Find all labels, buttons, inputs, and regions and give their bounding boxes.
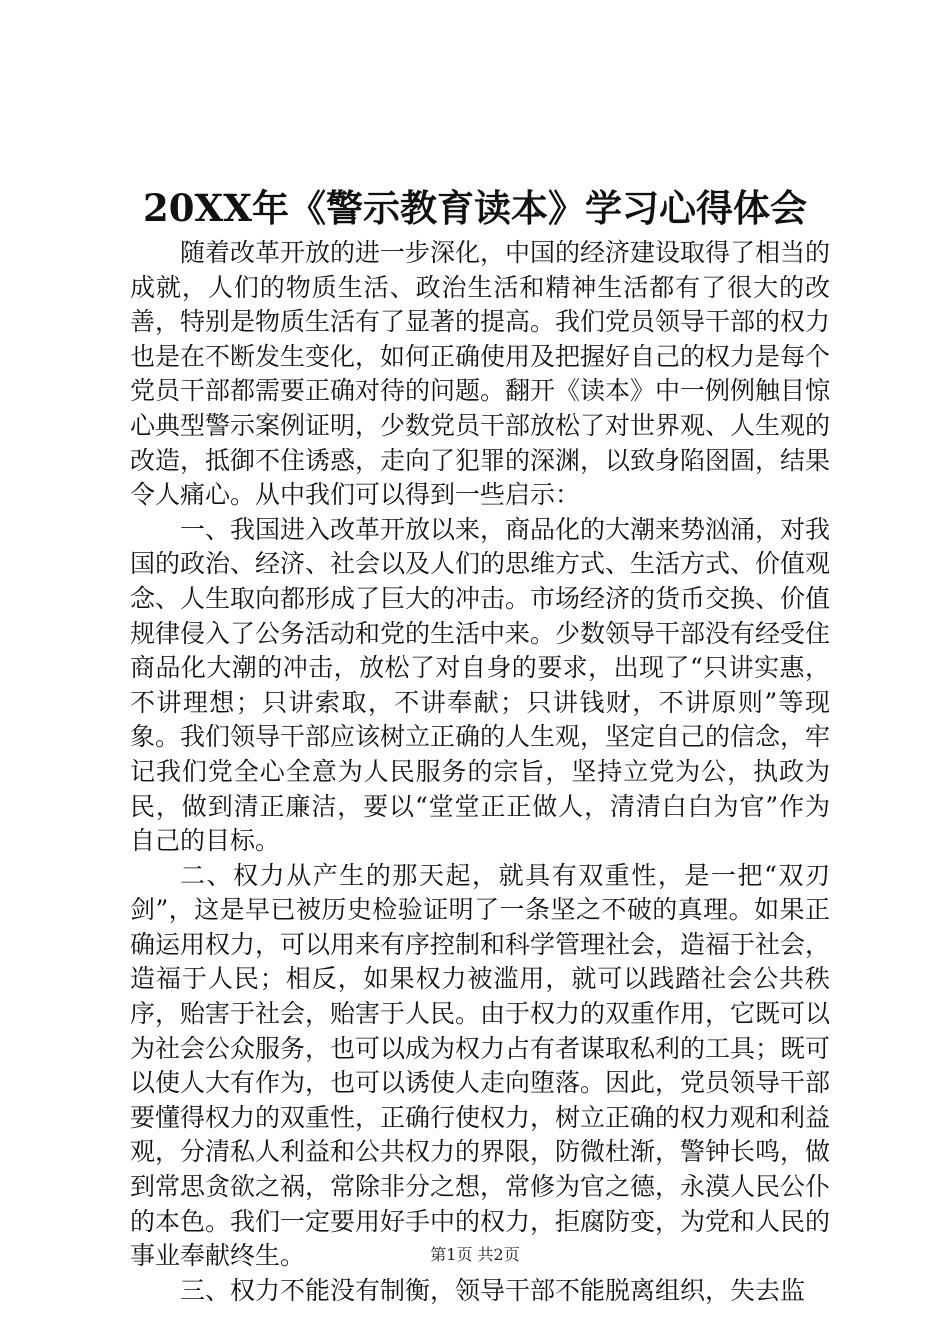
- document-body: [130, 236, 830, 1308]
- paragraph-intro: 随着改革开放的进一步深化，中国的经济建设取得了相当的成就，人们的物质生活、政治生活和精神生活都有了很大的改善，特别是物质生活有了显著的提高。我们党员领导干部的权力也是在不断发生变化，如何正确使用及把握好自己的权力是每个党员干部都需要正确对待的问题。翻开《读本》中一例例触目惊心典型警示案例证明，少数党员干部放松了对世界观、人生观的改造，抵御不住诱惑，走向了犯罪的深渊，以致身陷囹圄，结果令人痛心。从中我们可以得到一些启示：: [130, 238, 831, 510]
- paragraph-point-one: 一、我国进入改革开放以来，商品化的大潮来势汹涌，对我国的政治、经济、社会以及人们的思维方式、生活方式、价值观念、人生取向都形成了巨大的冲击。市场经济的货币交换、价值规律侵入了公务活动和党的生活中来。少数领导干部没有经受住商品化大潮的冲击，放松了对自身的要求，出现了“只讲实惠，不讲理想；只讲索取，不讲奉献；只讲钱财，不讲原则”等现象。我们领导干部应该树立正确的人生观，坚定自己的信念，牢记我们党全心全意为人民服务的宗旨，坚持立党为公，执政为民，做到清正廉洁，要以“堂堂正正做人，清清白白为官”作为自己的目标。: [130, 514, 831, 856]
- document-title: 20XX年《警示教育读本》学习心得体会: [143, 186, 807, 230]
- paragraph-point-three: 三、权力不能没有制衡，领导干部不能脱离组织，失去监: [180, 1275, 806, 1305]
- page-number-footer: 第1页 共2页: [430, 1245, 520, 1264]
- paragraph-point-two: 二、权力从产生的那天起，就具有双重性，是一把“双刃剑”，这是早已被历史检验证明了一条坚之不破的真理。如果正确运用权力，可以用来有序控制和科学管理社会，造福于社会，造福于人民；相反，如果权力被滥用，就可以践踏社会公共秩序，贻害于社会，贻害于人民。由于权力的双重作用，它既可以为社会公众服务，也可以成为权力占有者谋取私利的工具；既可以使人大有作为，也可以诱使人走向堕落。因此，党员领导干部要懂得权力的双重性，正确行使权力，树立正确的权力观和利益观，分清私人利益和公共权力的界限，防微杜渐，警钟长鸣，做到常思贪欲之祸，常除非分之想，常修为官之德，永漠人民公仆的本色。我们一定要用好手中的权力，拒腐防变，为党和人民的事业奉献终生。: [130, 860, 831, 1271]
